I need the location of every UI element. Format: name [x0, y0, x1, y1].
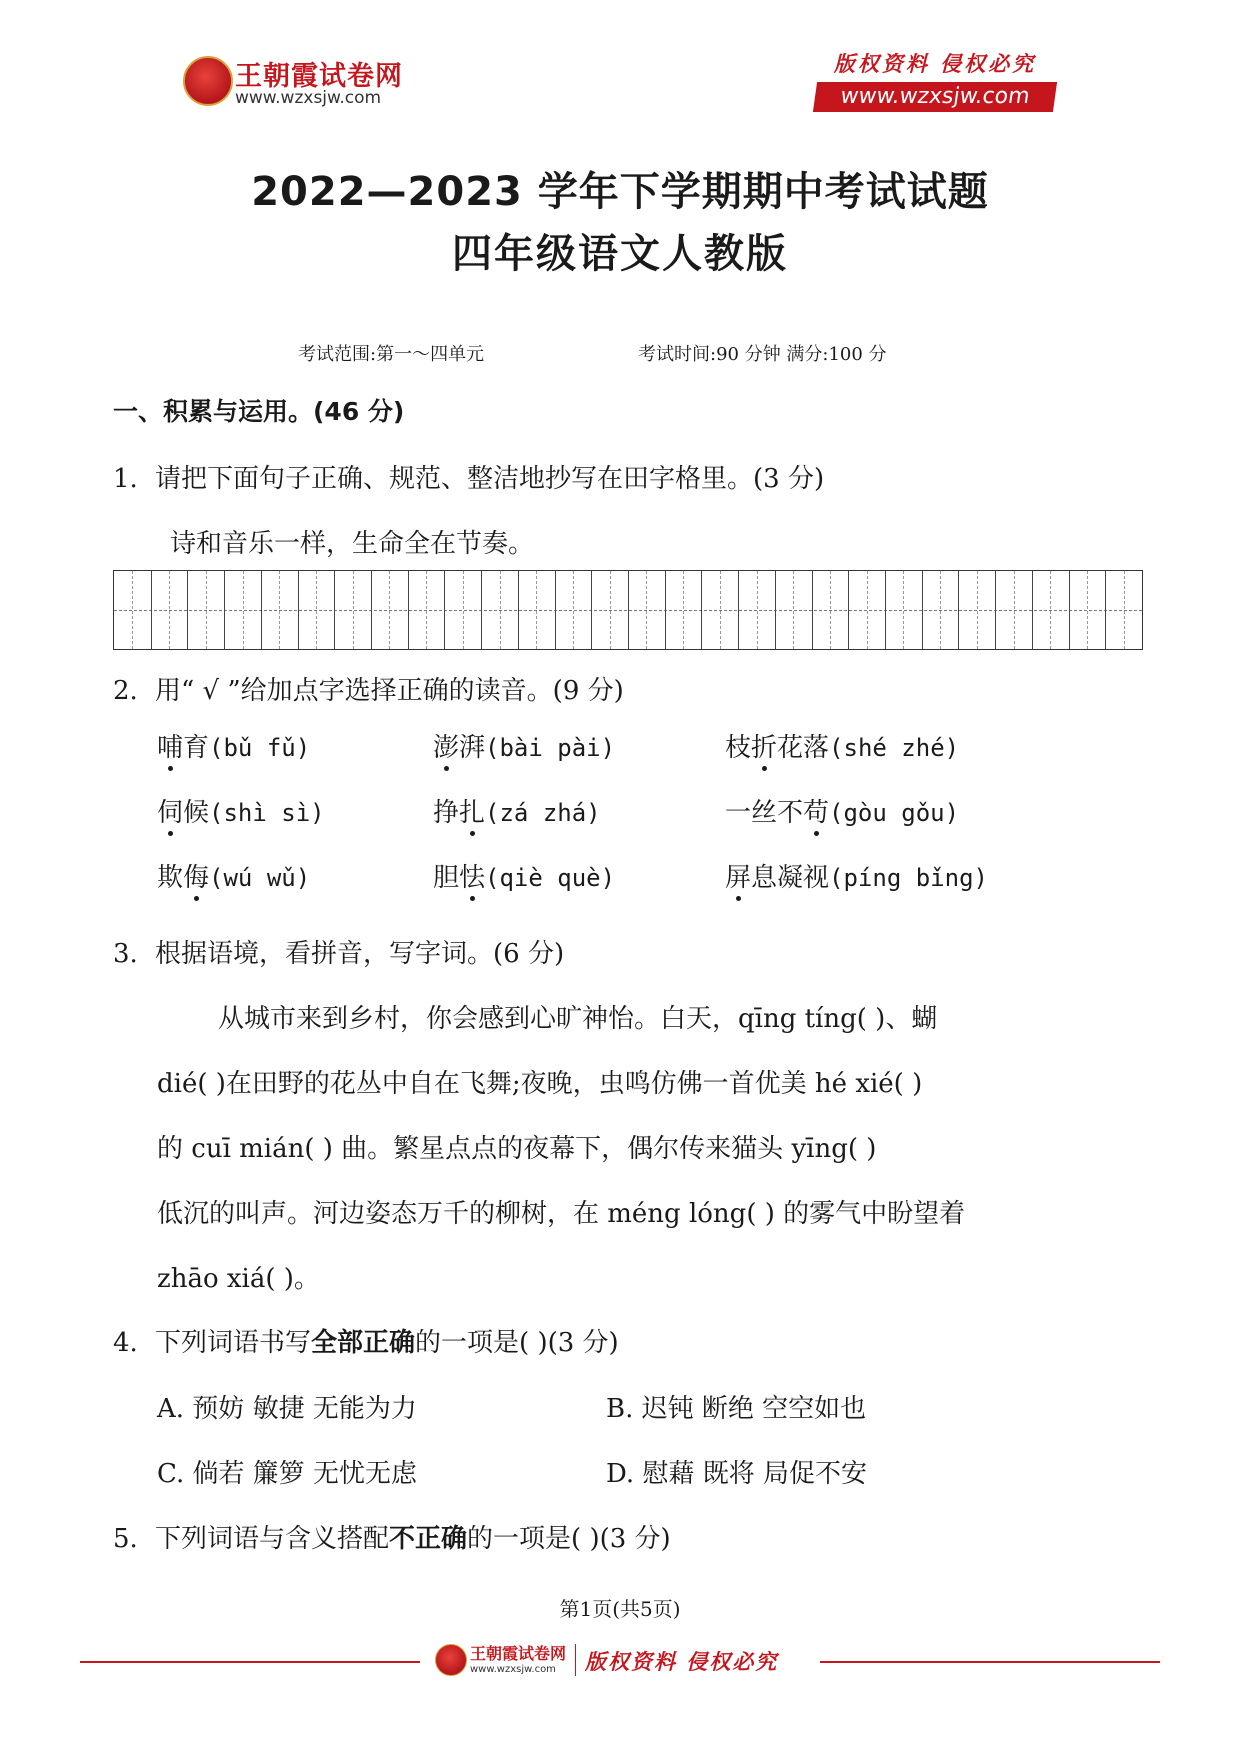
page-number: 第1页(共5页) — [559, 1597, 681, 1621]
question-text: 请把下面句子正确、规范、整洁地抄写在田字格里。(3 分) — [155, 464, 825, 494]
grid-cell-guide — [500, 571, 501, 649]
pinyin-item[interactable]: 胆怯(qiè què) — [433, 863, 616, 893]
grid-cell-guide — [830, 571, 831, 649]
option-d[interactable]: D. 慰藉 既将 局促不安 — [606, 1459, 867, 1489]
footer-divider — [820, 1661, 1160, 1663]
option-c[interactable]: C. 倘若 簾箩 无忧无虑 — [157, 1459, 418, 1489]
option-a[interactable]: A. 预妨 敏捷 无能为力 — [157, 1394, 417, 1424]
brand-logo — [183, 50, 413, 110]
passage-line: 低沉的叫声。河边姿态万千的柳树，在 méng lóng( ) 的雾气中盼望着 — [157, 1199, 966, 1229]
grid-cell-divider — [224, 571, 225, 649]
grid-cell-divider — [187, 571, 188, 649]
grid-cell-divider — [591, 571, 592, 649]
grid-cell-guide — [720, 571, 721, 649]
grid-cell-guide — [536, 571, 537, 649]
grid-cell-divider — [151, 571, 152, 649]
question-number: 5. — [113, 1524, 138, 1554]
grid-cell-divider — [481, 571, 482, 649]
emphasis: 不正确 — [389, 1524, 468, 1554]
grid-cell-divider — [371, 571, 372, 649]
grid-cell-guide — [132, 571, 133, 649]
brand-name: 王朝霞试卷网 — [235, 61, 403, 92]
grid-cell-divider — [444, 571, 445, 649]
grid-cell-divider — [848, 571, 849, 649]
grid-cell-divider — [701, 571, 702, 649]
pinyin-item[interactable]: 欺侮(wú wǔ) — [157, 863, 311, 893]
question-4: 4. 下列词语书写全部正确的一项是( )(3 分) — [113, 1328, 619, 1358]
grid-cell-divider — [995, 571, 996, 649]
footer-copyright: 版权资料 侵权必究 — [585, 1649, 779, 1674]
grid-cell-divider — [1105, 571, 1106, 649]
grid-cell-divider — [1032, 571, 1033, 649]
grid-cell-guide — [793, 571, 794, 649]
grid-cell-divider — [775, 571, 776, 649]
grid-cell-guide — [646, 571, 647, 649]
pinyin-item[interactable]: 枝折花落(shé zhé) — [725, 733, 960, 763]
passage-line: 从城市来到乡村，你会感到心旷神怡。白天，qīng tíng( )、蝴 — [218, 1004, 938, 1034]
grid-cell-guide — [1050, 571, 1051, 649]
seal-icon — [435, 1644, 467, 1676]
tianzige-grid[interactable] — [113, 570, 1143, 650]
grid-cell-divider — [334, 571, 335, 649]
question-number: 3. — [113, 939, 138, 969]
grid-cell-guide — [610, 571, 611, 649]
grid-cell-guide — [279, 571, 280, 649]
copyright-banner — [815, 48, 1055, 112]
grid-cell-divider — [885, 571, 886, 649]
exam-subtitle: 四年级语文人教版 — [452, 231, 788, 277]
grid-cell-guide — [977, 571, 978, 649]
grid-cell-divider — [958, 571, 959, 649]
grid-cell-divider — [518, 571, 519, 649]
grid-cell-guide — [353, 571, 354, 649]
pinyin-item[interactable]: 屏息凝视(píng bǐng) — [725, 863, 988, 893]
question-text: 根据语境，看拼音，写字词。(6 分) — [155, 939, 565, 969]
passage-line: zhāo xiá( )。 — [157, 1264, 320, 1294]
grid-cell-guide — [206, 571, 207, 649]
passage-line: dié( )在田野的花丛中自在飞舞;夜晚，虫鸣仿佛一首优美 hé xié( ) — [157, 1069, 923, 1099]
exam-title: 2022—2023 学年下学期期中考试试题 — [251, 169, 989, 215]
grid-cell-divider — [738, 571, 739, 649]
grid-cell-guide — [903, 571, 904, 649]
grid-cell-divider — [812, 571, 813, 649]
grid-cell-guide — [1124, 571, 1125, 649]
pinyin-item[interactable]: 哺育(bǔ fǔ) — [157, 733, 311, 763]
grid-cell-guide — [426, 571, 427, 649]
grid-cell-divider — [298, 571, 299, 649]
grid-cell-guide — [1014, 571, 1015, 649]
pinyin-item[interactable]: 一丝不苟(gòu gǒu) — [725, 798, 960, 828]
question-number: 1. — [113, 464, 138, 494]
copyright-text: 版权资料 侵权必究 — [833, 51, 1037, 76]
copy-sentence: 诗和音乐一样，生命全在节奏。 — [170, 529, 535, 559]
seal-icon — [183, 56, 233, 106]
grid-cell-divider — [628, 571, 629, 649]
question-5: 5. 下列词语与含义搭配不正确的一项是( )(3 分) — [113, 1524, 671, 1554]
exam-time-score: 考试时间:90 分钟 满分:100 分 — [638, 344, 887, 365]
footer-brand-url: www.wzxsjw.com — [470, 1664, 556, 1675]
grid-cell-guide — [757, 571, 758, 649]
brand-url: www.wzxsjw.com — [235, 88, 382, 108]
pinyin-item[interactable]: 澎湃(bài pài) — [433, 733, 616, 763]
emphasis: 全部正确 — [311, 1328, 416, 1358]
grid-cell-divider — [408, 571, 409, 649]
grid-cell-guide — [867, 571, 868, 649]
exam-scope: 考试范围:第一～四单元 — [298, 344, 485, 365]
question-number: 2. — [113, 676, 138, 706]
grid-cell-guide — [1087, 571, 1088, 649]
grid-cell-divider — [555, 571, 556, 649]
question-1 — [113, 458, 824, 495]
pinyin-item[interactable]: 挣扎(zá zhá) — [433, 798, 601, 828]
pinyin-item[interactable]: 伺候(shì sì) — [157, 798, 325, 828]
grid-cell-divider — [922, 571, 923, 649]
grid-cell-divider — [665, 571, 666, 649]
footer-brand — [435, 1640, 815, 1684]
question-number: 4. — [113, 1328, 138, 1358]
grid-cell-divider — [1069, 571, 1070, 649]
grid-cell-guide — [316, 571, 317, 649]
passage-line: 的 cuī mián( ) 曲。繁星点点的夜幕下，偶尔传来猫头 yīng( ) — [157, 1134, 877, 1164]
section-heading: 一、积累与运用。(46 分) — [113, 397, 405, 426]
grid-cell-guide — [463, 571, 464, 649]
question-text: 用“ √ ”给加点字选择正确的读音。(9 分) — [155, 676, 624, 706]
footer-brand-name: 王朝霞试卷网 — [470, 1644, 567, 1663]
grid-cell-guide — [940, 571, 941, 649]
grid-cell-guide — [573, 571, 574, 649]
grid-cell-guide — [243, 571, 244, 649]
grid-cell-guide — [683, 571, 684, 649]
option-b[interactable]: B. 迟钝 断绝 空空如也 — [606, 1394, 867, 1424]
copyright-url: www.wzxsjw.com — [813, 82, 1057, 112]
grid-cell-guide — [169, 571, 170, 649]
footer-divider — [80, 1661, 420, 1663]
question-2 — [113, 670, 624, 707]
grid-cell-guide — [389, 571, 390, 649]
grid-cell-divider — [261, 571, 262, 649]
question-3 — [113, 933, 564, 970]
